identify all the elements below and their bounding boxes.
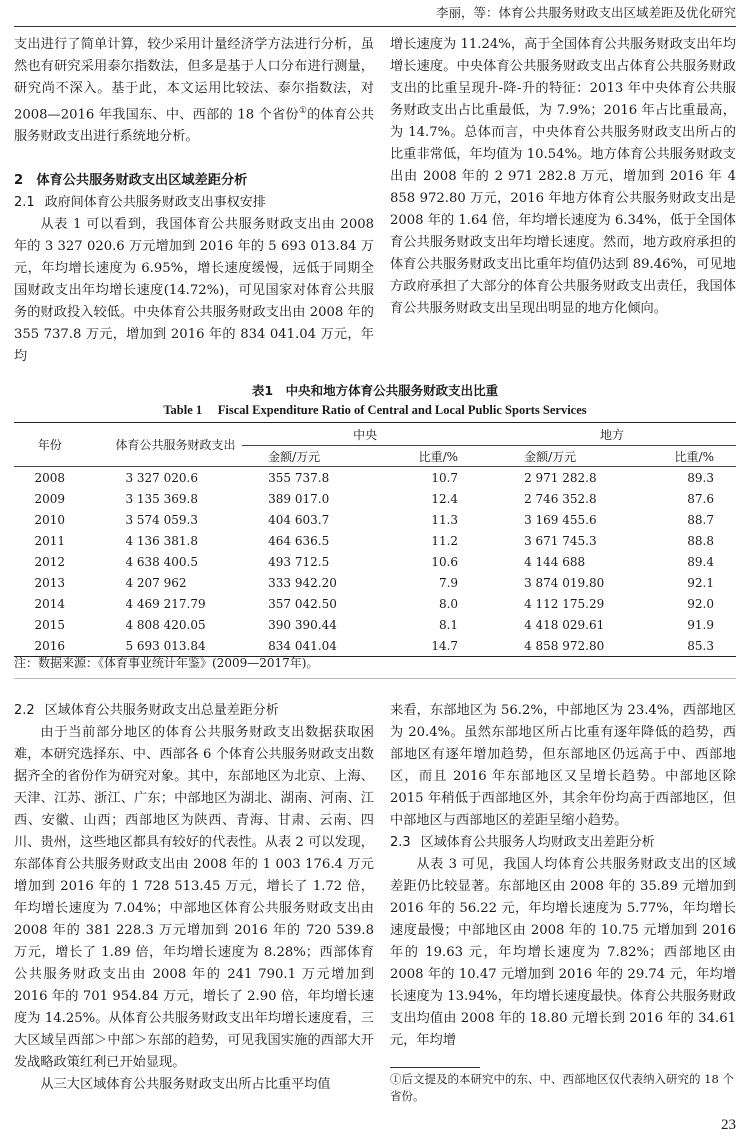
cell-local-ratio: 87.6 bbox=[687, 491, 714, 506]
cell-central-ratio: 11.3 bbox=[431, 512, 459, 527]
header-local-amount: 金额/万元 bbox=[488, 446, 634, 467]
column-bottom-right bbox=[390, 700, 736, 1052]
header-total: 体育公共服务财政支出 bbox=[85, 423, 242, 467]
footnote-rule bbox=[390, 1067, 480, 1068]
cell-central-ratio: 8.1 bbox=[438, 617, 459, 632]
cell-local-ratio: 88.8 bbox=[687, 533, 714, 548]
paragraph: 来看，东部地区为 56.2%，中部地区为 23.4%，西部地区为 20.4%。虽然东部地区所占比重有逐年降低的趋势，西部地区有逐年增加趋势，但东部地区仍远高于中、西部地区，而且 2016 年东部地区又呈增长趋势。中部地区除 2015 年稍低于西部地区外，其余年份均高于西部地区，但中部地区与西部地区的差距呈缩小趋势。 bbox=[390, 703, 736, 828]
cell-local-ratio: 89.4 bbox=[687, 554, 714, 569]
header-local: 地方 bbox=[488, 423, 736, 446]
column-top-left bbox=[14, 34, 374, 368]
cell-year: 2013 bbox=[34, 575, 65, 590]
cell-year: 2012 bbox=[34, 554, 65, 569]
header-rule bbox=[14, 26, 736, 27]
running-head: 李丽，等：体育公共服务财政支出区域差距及优化研究 bbox=[435, 5, 736, 20]
cell-total: 4 638 400.5 bbox=[125, 554, 198, 569]
cell-local-amount: 2 971 282.8 bbox=[524, 470, 597, 485]
cell-local-amount: 3 874 019.80 bbox=[524, 575, 605, 590]
cell-central-amount: 834 041.04 bbox=[242, 635, 366, 657]
header-central-ratio: 比重/% bbox=[366, 446, 488, 467]
cell-local-amount: 2 746 352.8 bbox=[524, 491, 597, 506]
cell-central-amount: 333 942.20 bbox=[268, 575, 337, 590]
header-year: 年份 bbox=[14, 423, 85, 467]
paragraph: 从表 3 可见，我国人均体育公共服务财政支出的区域差距仍比较显著。东部地区由 2008 年的 35.89 元增加到 2016 年的 56.22 元，年均增长速度为 5.77%，年均增长速度最慢；中部地区由 2008 年的 10.75 元增加到 2016 年的 19.63 元，年均增长速度为 7.82%；西部地区由 2008 年的 10.47 元增加到 2016 年的 29.74 元，年均增长速度为 13.94%，年均增长速度最快。体育公共服务财政支出均值由 2008 年的 18.80 元增长到 2016 年的 34.61 元，年均增 bbox=[390, 857, 736, 1048]
cell-central-amount: 357 042.50 bbox=[268, 596, 337, 611]
cell-local-amount: 3 671 745.3 bbox=[524, 533, 597, 548]
cell-year: 2011 bbox=[34, 533, 65, 548]
header-central: 中央 bbox=[242, 423, 488, 446]
cell-year: 2009 bbox=[34, 491, 65, 506]
cell-central-amount: 493 712.5 bbox=[268, 554, 330, 569]
cell-central-ratio: 12.4 bbox=[431, 491, 459, 506]
table-row bbox=[14, 467, 736, 489]
cell-local-amount: 4 858 972.80 bbox=[488, 635, 634, 657]
expenditure-table bbox=[14, 422, 736, 657]
cell-central-amount: 355 737.8 bbox=[268, 470, 330, 485]
cell-local-ratio: 91.9 bbox=[687, 617, 714, 632]
cell-local-ratio: 89.3 bbox=[687, 470, 714, 485]
subsection-heading: 2.1 政府间体育公共服务财政支出事权安排 bbox=[14, 195, 266, 211]
cell-local-amount: 3 169 455.6 bbox=[524, 512, 597, 527]
cell-local-amount: 4 112 175.29 bbox=[524, 596, 605, 611]
cell-central-ratio: 10.7 bbox=[431, 470, 459, 485]
paragraph: 从三大区域体育公共服务财政支出所占比重平均值 bbox=[40, 1077, 331, 1092]
table-title-cn: 表1 中央和地方体育公共服务财政支出比重 bbox=[251, 383, 499, 398]
table-title-en: Table 1 Fiscal Expenditure Ratio of Central and Local Public Sports Services bbox=[163, 403, 587, 417]
cell-local-ratio: 92.0 bbox=[687, 596, 714, 611]
cell-central-ratio: 8.0 bbox=[438, 596, 459, 611]
cell-central-amount: 404 603.7 bbox=[268, 512, 330, 527]
cell-local-ratio: 85.3 bbox=[634, 635, 736, 657]
footnote-marker[interactable]: ① bbox=[298, 106, 308, 116]
header-central-amount: 金额/万元 bbox=[242, 446, 366, 467]
table-row bbox=[14, 530, 736, 551]
table-note: 注：数据来源：《体育事业统计年鉴》(2009—2017年)。 bbox=[14, 656, 319, 670]
table-row bbox=[14, 572, 736, 593]
table-body bbox=[14, 467, 736, 657]
cell-year: 2014 bbox=[34, 596, 65, 611]
header-local-ratio: 比重/% bbox=[634, 446, 736, 467]
cell-central-ratio: 7.9 bbox=[438, 575, 459, 590]
cell-total: 4 469 217.79 bbox=[125, 596, 206, 611]
cell-local-ratio: 92.1 bbox=[687, 575, 714, 590]
cell-total: 4 808 420.05 bbox=[125, 617, 206, 632]
cell-local-amount: 4 418 029.61 bbox=[524, 617, 605, 632]
cell-local-ratio: 88.7 bbox=[687, 512, 714, 527]
cell-central-amount: 390 390.44 bbox=[268, 617, 337, 632]
section-heading: 2 体育公共服务财政支出区域差距分析 bbox=[14, 173, 248, 189]
cell-central-ratio: 14.7 bbox=[366, 635, 488, 657]
table-row bbox=[14, 488, 736, 509]
cell-total: 3 574 059.3 bbox=[125, 512, 198, 527]
column-top-right bbox=[390, 34, 736, 320]
table-row bbox=[14, 551, 736, 572]
cell-local-amount: 4 144 688 bbox=[524, 554, 586, 569]
cell-total: 5 693 013.84 bbox=[85, 635, 242, 657]
cell-year: 2008 bbox=[34, 470, 65, 485]
paragraph: 增长速度为 11.24%，高于全国体育公共服务财政支出年均增长速度。中央体育公共服务财政支出占体育公共服务财政支出的比重呈现升-降-升的特征：2013 年中央体育公共服务财政支出占比重最低，为 7.9%；2016 年占比重最高，为 14.7%。总体而言，中央体育公共服务财政支出所占的比重非常低，年均值为 10.54%。地方体育公共服务财政支出由 2008 年的 2 971 282.8 万元，增加到 2016 年 4 858 972.80 万元，2016 年地方体育公共服务财政支出是 2008 年的 1.64 倍，年均增长速度为 6.34%，低于全国体育公共服务财政支出年均增长速度。然而，地方政府承担的体育公共服务财政支出比重年均值仍达到 89.46%，可见地方政府承担了大部分的体育公共服务财政支出责任，我国体育公共服务财政支出呈现出明显的地方化倾向。 bbox=[390, 37, 736, 316]
cell-central-amount: 464 636.5 bbox=[268, 533, 330, 548]
cell-year: 2015 bbox=[34, 617, 65, 632]
cell-total: 4 136 381.8 bbox=[125, 533, 198, 548]
table-row bbox=[14, 509, 736, 530]
table-row bbox=[14, 593, 736, 614]
cell-year: 2010 bbox=[34, 512, 65, 527]
footnote: ①后文提及的本研究中的东、中、西部地区仅代表纳入研究的 18 个省份。 bbox=[390, 1072, 734, 1103]
table-row bbox=[14, 614, 736, 635]
divider bbox=[14, 678, 736, 679]
subsection-heading: 2.2 区域体育公共服务财政支出总量差距分析 bbox=[14, 703, 279, 718]
cell-central-amount: 389 017.0 bbox=[268, 491, 330, 506]
cell-central-ratio: 11.2 bbox=[431, 533, 459, 548]
page-number: 23 bbox=[721, 1117, 736, 1133]
subsection-heading: 2.3 区域体育公共服务人均财政支出差距分析 bbox=[390, 835, 655, 850]
paragraph: 支出进行了简单计算，较少采用计量经济学方法进行分析，虽然也有研究采用泰尔指数法，但多是基于人口分布进行测量，研究尚不深入。基于此，本文运用比较法、泰尔指数法，对 2008—2016 年我国东、中、西部的 18 个省份①的体育公共服务财政支出进行系统地分析。 bbox=[14, 37, 375, 145]
paragraph: 由于当前部分地区的体育公共服务财政支出数据获取困难，本研究选择东、中、西部各 6 个体育公共服务财政支出数据齐全的省份作为研究对象。其中，东部地区为北京、上海、天津、江苏、浙江、广东；中部地区为湖北、湖南、河南、江西、安徽、山西；西部地区为陕西、青海、甘肃、云南、四川、贵州，这些地区都具有较好的代表性。从表 2 可以发现，东部体育公共服务财政支出由 2008 年的 1 003 176.4 万元增加到 2016 年的 1 728 513.45 万元，增长了 1.72 倍，年均增长速度为 7.04%；中部地区体育公共服务财政支出由 2008 年的 381 228.3 万元增加到 2016 年的 720 539.8 万元，增长了 1.89 倍，年均增长速度为 8.28%；西部体育公共服务财政支出由 2008 年的 241 790.1 万元增加到 2016 年的 701 954.84 万元，增长了 2.90 倍，年均增长速度为 14.25%。从体育公共服务财政支出年均增长速度看，三大区域呈西部＞中部＞东部的趋势，可见我国实施的西部大开发战略政策红利已开始显现。 bbox=[14, 725, 374, 1070]
cell-total: 3 327 020.6 bbox=[125, 470, 198, 485]
cell-total: 3 135 369.8 bbox=[125, 491, 198, 506]
column-bottom-left bbox=[14, 700, 374, 1096]
cell-total: 4 207 962 bbox=[125, 575, 187, 590]
cell-year: 2016 bbox=[14, 635, 85, 657]
cell-central-ratio: 10.6 bbox=[431, 554, 459, 569]
paragraph: 从表 1 可以看到，我国体育公共服务财政支出由 2008 年的 3 327 020.6 万元增加到 2016 年的 5 693 013.84 万元，年均增长速度为 6.95%，增长速度缓慢，远低于同期全国财政支出年均增长速度(14.72%)，可见国家对体育公共服务的财政投入较低。中央体育公共服务财政支出由 2008 年的 355 737.8 万元，增加到 2016 年的 834 041.04 万元，年均 bbox=[14, 217, 374, 365]
